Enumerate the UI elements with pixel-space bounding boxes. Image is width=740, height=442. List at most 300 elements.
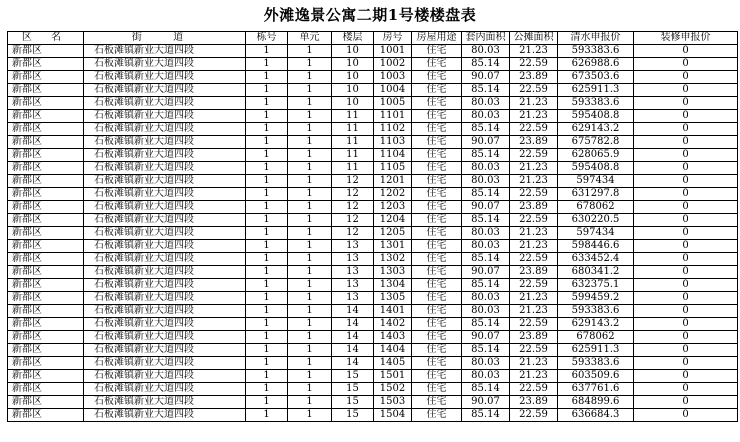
- cell-bare-price: 629143.2: [558, 123, 634, 136]
- cell-street: 石板滩镇新业大道四段: [84, 110, 246, 123]
- cell-district: 新都区: [8, 71, 84, 84]
- cell-usage: 住宅: [412, 136, 462, 149]
- table-row: [8, 292, 738, 305]
- housing-table: [7, 31, 738, 422]
- cell-district: 新都区: [8, 123, 84, 136]
- cell-shared-area: 23.89: [510, 396, 558, 409]
- cell-district: 新都区: [8, 201, 84, 214]
- cell-shared-area: 22.59: [510, 123, 558, 136]
- cell-street: 石板滩镇新业大道四段: [84, 318, 246, 331]
- cell-inner-area: 85.14: [462, 58, 510, 71]
- table-row: [8, 58, 738, 71]
- table-row: [8, 45, 738, 58]
- cell-shared-area: 22.59: [510, 344, 558, 357]
- cell-decorated-price: 0: [634, 123, 738, 136]
- cell-street: 石板滩镇新业大道四段: [84, 305, 246, 318]
- cell-building: 1: [246, 240, 288, 253]
- cell-street: 石板滩镇新业大道四段: [84, 409, 246, 422]
- cell-building: 1: [246, 45, 288, 58]
- cell-bare-price: 633452.4: [558, 253, 634, 266]
- cell-street: 石板滩镇新业大道四段: [84, 292, 246, 305]
- table-row: [8, 409, 738, 422]
- header-street: 街 道: [84, 32, 246, 45]
- table-row: [8, 97, 738, 110]
- cell-floor: 13: [332, 292, 374, 305]
- cell-bare-price: 684899.6: [558, 396, 634, 409]
- cell-floor: 10: [332, 71, 374, 84]
- cell-building: 1: [246, 149, 288, 162]
- cell-district: 新都区: [8, 97, 84, 110]
- cell-district: 新都区: [8, 409, 84, 422]
- cell-district: 新都区: [8, 175, 84, 188]
- cell-room: 1501: [374, 370, 412, 383]
- cell-room: 1305: [374, 292, 412, 305]
- table-row: [8, 71, 738, 84]
- cell-decorated-price: 0: [634, 149, 738, 162]
- table-row: [8, 84, 738, 97]
- cell-unit: 1: [288, 123, 332, 136]
- header-room: 房号: [374, 32, 412, 45]
- cell-bare-price: 673503.6: [558, 71, 634, 84]
- header-decorated-price: 装修申报价: [634, 32, 738, 45]
- cell-decorated-price: 0: [634, 383, 738, 396]
- cell-bare-price: 629143.2: [558, 318, 634, 331]
- cell-inner-area: 85.14: [462, 279, 510, 292]
- cell-room: 1003: [374, 71, 412, 84]
- cell-shared-area: 22.59: [510, 149, 558, 162]
- cell-unit: 1: [288, 84, 332, 97]
- cell-usage: 住宅: [412, 357, 462, 370]
- cell-floor: 12: [332, 227, 374, 240]
- cell-unit: 1: [288, 344, 332, 357]
- cell-usage: 住宅: [412, 344, 462, 357]
- cell-shared-area: 23.89: [510, 201, 558, 214]
- cell-building: 1: [246, 188, 288, 201]
- cell-building: 1: [246, 370, 288, 383]
- cell-decorated-price: 0: [634, 318, 738, 331]
- cell-room: 1104: [374, 149, 412, 162]
- cell-unit: 1: [288, 357, 332, 370]
- cell-building: 1: [246, 175, 288, 188]
- cell-shared-area: 21.23: [510, 357, 558, 370]
- cell-street: 石板滩镇新业大道四段: [84, 383, 246, 396]
- cell-floor: 14: [332, 331, 374, 344]
- cell-decorated-price: 0: [634, 45, 738, 58]
- cell-unit: 1: [288, 305, 332, 318]
- cell-district: 新都区: [8, 305, 84, 318]
- cell-shared-area: 23.89: [510, 331, 558, 344]
- cell-street: 石板滩镇新业大道四段: [84, 214, 246, 227]
- cell-building: 1: [246, 110, 288, 123]
- cell-bare-price: 597434: [558, 175, 634, 188]
- cell-decorated-price: 0: [634, 331, 738, 344]
- cell-decorated-price: 0: [634, 292, 738, 305]
- cell-bare-price: 603509.6: [558, 370, 634, 383]
- cell-street: 石板滩镇新业大道四段: [84, 123, 246, 136]
- cell-district: 新都区: [8, 214, 84, 227]
- cell-district: 新都区: [8, 84, 84, 97]
- cell-bare-price: 625911.3: [558, 344, 634, 357]
- cell-bare-price: 599459.2: [558, 292, 634, 305]
- cell-inner-area: 90.07: [462, 331, 510, 344]
- cell-bare-price: 628065.9: [558, 149, 634, 162]
- cell-usage: 住宅: [412, 227, 462, 240]
- cell-inner-area: 80.03: [462, 370, 510, 383]
- cell-usage: 住宅: [412, 240, 462, 253]
- cell-usage: 住宅: [412, 266, 462, 279]
- cell-floor: 13: [332, 253, 374, 266]
- cell-shared-area: 22.59: [510, 253, 558, 266]
- cell-room: 1102: [374, 123, 412, 136]
- cell-inner-area: 80.03: [462, 45, 510, 58]
- cell-building: 1: [246, 383, 288, 396]
- cell-room: 1302: [374, 253, 412, 266]
- cell-usage: 住宅: [412, 110, 462, 123]
- cell-building: 1: [246, 136, 288, 149]
- cell-building: 1: [246, 97, 288, 110]
- cell-decorated-price: 0: [634, 110, 738, 123]
- table-row: [8, 149, 738, 162]
- cell-room: 1301: [374, 240, 412, 253]
- cell-room: 1401: [374, 305, 412, 318]
- cell-usage: 住宅: [412, 279, 462, 292]
- cell-district: 新都区: [8, 266, 84, 279]
- cell-decorated-price: 0: [634, 396, 738, 409]
- cell-street: 石板滩镇新业大道四段: [84, 136, 246, 149]
- cell-street: 石板滩镇新业大道四段: [84, 240, 246, 253]
- cell-inner-area: 90.07: [462, 266, 510, 279]
- cell-district: 新都区: [8, 370, 84, 383]
- cell-district: 新都区: [8, 318, 84, 331]
- cell-building: 1: [246, 292, 288, 305]
- cell-room: 1303: [374, 266, 412, 279]
- cell-floor: 12: [332, 175, 374, 188]
- cell-floor: 11: [332, 110, 374, 123]
- cell-building: 1: [246, 396, 288, 409]
- cell-floor: 11: [332, 149, 374, 162]
- table-row: [8, 136, 738, 149]
- cell-decorated-price: 0: [634, 84, 738, 97]
- table-row: [8, 227, 738, 240]
- cell-district: 新都区: [8, 227, 84, 240]
- table-header-row: [8, 32, 738, 45]
- cell-floor: 14: [332, 357, 374, 370]
- cell-decorated-price: 0: [634, 357, 738, 370]
- cell-building: 1: [246, 409, 288, 422]
- cell-floor: 10: [332, 58, 374, 71]
- cell-inner-area: 85.14: [462, 84, 510, 97]
- cell-room: 1502: [374, 383, 412, 396]
- cell-floor: 10: [332, 84, 374, 97]
- cell-street: 石板滩镇新业大道四段: [84, 227, 246, 240]
- cell-decorated-price: 0: [634, 409, 738, 422]
- cell-inner-area: 85.14: [462, 253, 510, 266]
- cell-district: 新都区: [8, 383, 84, 396]
- cell-shared-area: 22.59: [510, 409, 558, 422]
- table-row: [8, 383, 738, 396]
- cell-building: 1: [246, 227, 288, 240]
- cell-floor: 14: [332, 344, 374, 357]
- cell-usage: 住宅: [412, 45, 462, 58]
- cell-building: 1: [246, 318, 288, 331]
- cell-shared-area: 23.89: [510, 266, 558, 279]
- cell-usage: 住宅: [412, 175, 462, 188]
- cell-unit: 1: [288, 188, 332, 201]
- cell-bare-price: 632375.1: [558, 279, 634, 292]
- cell-district: 新都区: [8, 357, 84, 370]
- cell-usage: 住宅: [412, 383, 462, 396]
- cell-building: 1: [246, 331, 288, 344]
- header-unit: 单元: [288, 32, 332, 45]
- cell-bare-price: 595408.8: [558, 162, 634, 175]
- cell-room: 1002: [374, 58, 412, 71]
- header-floor: 楼层: [332, 32, 374, 45]
- cell-street: 石板滩镇新业大道四段: [84, 344, 246, 357]
- cell-floor: 13: [332, 279, 374, 292]
- cell-shared-area: 22.59: [510, 58, 558, 71]
- cell-street: 石板滩镇新业大道四段: [84, 149, 246, 162]
- cell-bare-price: 595408.8: [558, 110, 634, 123]
- cell-room: 1204: [374, 214, 412, 227]
- cell-floor: 11: [332, 136, 374, 149]
- table-body: [8, 45, 738, 422]
- cell-decorated-price: 0: [634, 253, 738, 266]
- cell-district: 新都区: [8, 110, 84, 123]
- cell-usage: 住宅: [412, 396, 462, 409]
- cell-room: 1105: [374, 162, 412, 175]
- cell-bare-price: 598446.6: [558, 240, 634, 253]
- cell-unit: 1: [288, 370, 332, 383]
- cell-building: 1: [246, 253, 288, 266]
- cell-unit: 1: [288, 279, 332, 292]
- cell-street: 石板滩镇新业大道四段: [84, 84, 246, 97]
- cell-bare-price: 626988.6: [558, 58, 634, 71]
- cell-shared-area: 22.59: [510, 188, 558, 201]
- cell-street: 石板滩镇新业大道四段: [84, 357, 246, 370]
- cell-building: 1: [246, 357, 288, 370]
- cell-district: 新都区: [8, 136, 84, 149]
- cell-floor: 15: [332, 409, 374, 422]
- cell-shared-area: 21.23: [510, 97, 558, 110]
- cell-inner-area: 80.03: [462, 97, 510, 110]
- cell-usage: 住宅: [412, 409, 462, 422]
- cell-decorated-price: 0: [634, 71, 738, 84]
- cell-street: 石板滩镇新业大道四段: [84, 253, 246, 266]
- cell-shared-area: 22.59: [510, 318, 558, 331]
- cell-inner-area: 85.14: [462, 318, 510, 331]
- cell-shared-area: 21.23: [510, 45, 558, 58]
- cell-building: 1: [246, 279, 288, 292]
- cell-inner-area: 80.03: [462, 175, 510, 188]
- cell-usage: 住宅: [412, 370, 462, 383]
- cell-unit: 1: [288, 227, 332, 240]
- table-row: [8, 188, 738, 201]
- cell-unit: 1: [288, 292, 332, 305]
- cell-inner-area: 85.14: [462, 123, 510, 136]
- cell-room: 1503: [374, 396, 412, 409]
- cell-inner-area: 85.14: [462, 214, 510, 227]
- cell-bare-price: 593383.6: [558, 45, 634, 58]
- table-row: [8, 266, 738, 279]
- cell-district: 新都区: [8, 292, 84, 305]
- cell-bare-price: 636684.3: [558, 409, 634, 422]
- cell-usage: 住宅: [412, 71, 462, 84]
- table-row: [8, 201, 738, 214]
- cell-usage: 住宅: [412, 97, 462, 110]
- cell-unit: 1: [288, 253, 332, 266]
- cell-district: 新都区: [8, 344, 84, 357]
- cell-inner-area: 85.14: [462, 409, 510, 422]
- header-shared-area: 公摊面积: [510, 32, 558, 45]
- table-row: [8, 318, 738, 331]
- header-inner-area: 套内面积: [462, 32, 510, 45]
- cell-decorated-price: 0: [634, 370, 738, 383]
- cell-district: 新都区: [8, 162, 84, 175]
- table-row: [8, 110, 738, 123]
- cell-inner-area: 90.07: [462, 201, 510, 214]
- cell-usage: 住宅: [412, 201, 462, 214]
- cell-unit: 1: [288, 266, 332, 279]
- cell-inner-area: 80.03: [462, 110, 510, 123]
- cell-district: 新都区: [8, 58, 84, 71]
- cell-unit: 1: [288, 136, 332, 149]
- cell-street: 石板滩镇新业大道四段: [84, 58, 246, 71]
- cell-room: 1205: [374, 227, 412, 240]
- cell-decorated-price: 0: [634, 201, 738, 214]
- cell-street: 石板滩镇新业大道四段: [84, 188, 246, 201]
- cell-inner-area: 90.07: [462, 136, 510, 149]
- cell-usage: 住宅: [412, 305, 462, 318]
- cell-bare-price: 675782.8: [558, 136, 634, 149]
- cell-shared-area: 23.89: [510, 136, 558, 149]
- cell-decorated-price: 0: [634, 136, 738, 149]
- cell-decorated-price: 0: [634, 214, 738, 227]
- cell-street: 石板滩镇新业大道四段: [84, 266, 246, 279]
- cell-floor: 12: [332, 214, 374, 227]
- cell-floor: 13: [332, 266, 374, 279]
- table-row: [8, 370, 738, 383]
- cell-street: 石板滩镇新业大道四段: [84, 331, 246, 344]
- cell-usage: 住宅: [412, 123, 462, 136]
- cell-inner-area: 85.14: [462, 188, 510, 201]
- cell-unit: 1: [288, 240, 332, 253]
- cell-room: 1403: [374, 331, 412, 344]
- cell-room: 1402: [374, 318, 412, 331]
- cell-street: 石板滩镇新业大道四段: [84, 201, 246, 214]
- cell-usage: 住宅: [412, 318, 462, 331]
- cell-bare-price: 593383.6: [558, 305, 634, 318]
- cell-inner-area: 90.07: [462, 396, 510, 409]
- cell-room: 1103: [374, 136, 412, 149]
- cell-unit: 1: [288, 162, 332, 175]
- cell-floor: 15: [332, 383, 374, 396]
- cell-street: 石板滩镇新业大道四段: [84, 370, 246, 383]
- cell-decorated-price: 0: [634, 279, 738, 292]
- cell-floor: 11: [332, 162, 374, 175]
- cell-room: 1201: [374, 175, 412, 188]
- cell-usage: 住宅: [412, 188, 462, 201]
- table-row: [8, 396, 738, 409]
- cell-decorated-price: 0: [634, 175, 738, 188]
- cell-usage: 住宅: [412, 253, 462, 266]
- cell-unit: 1: [288, 71, 332, 84]
- cell-district: 新都区: [8, 240, 84, 253]
- cell-district: 新都区: [8, 396, 84, 409]
- cell-floor: 15: [332, 396, 374, 409]
- cell-usage: 住宅: [412, 292, 462, 305]
- cell-street: 石板滩镇新业大道四段: [84, 279, 246, 292]
- cell-shared-area: 21.23: [510, 227, 558, 240]
- cell-decorated-price: 0: [634, 344, 738, 357]
- cell-bare-price: 593383.6: [558, 97, 634, 110]
- cell-bare-price: 678062: [558, 201, 634, 214]
- cell-shared-area: 23.89: [510, 71, 558, 84]
- page-title: 外滩逸景公寓二期1号楼楼盘表: [263, 6, 477, 24]
- cell-inner-area: 80.03: [462, 162, 510, 175]
- cell-inner-area: 80.03: [462, 227, 510, 240]
- cell-room: 1504: [374, 409, 412, 422]
- cell-room: 1101: [374, 110, 412, 123]
- cell-shared-area: 22.59: [510, 383, 558, 396]
- cell-bare-price: 630220.5: [558, 214, 634, 227]
- table-row: [8, 344, 738, 357]
- cell-shared-area: 22.59: [510, 214, 558, 227]
- cell-floor: 14: [332, 305, 374, 318]
- cell-shared-area: 21.23: [510, 175, 558, 188]
- cell-district: 新都区: [8, 279, 84, 292]
- table-row: [8, 331, 738, 344]
- cell-bare-price: 625911.3: [558, 84, 634, 97]
- cell-bare-price: 631297.8: [558, 188, 634, 201]
- cell-decorated-price: 0: [634, 188, 738, 201]
- cell-inner-area: 90.07: [462, 71, 510, 84]
- cell-decorated-price: 0: [634, 305, 738, 318]
- cell-building: 1: [246, 214, 288, 227]
- cell-street: 石板滩镇新业大道四段: [84, 162, 246, 175]
- cell-decorated-price: 0: [634, 162, 738, 175]
- cell-street: 石板滩镇新业大道四段: [84, 175, 246, 188]
- cell-district: 新都区: [8, 45, 84, 58]
- cell-unit: 1: [288, 383, 332, 396]
- header-bare-price: 清水申报价: [558, 32, 634, 45]
- cell-unit: 1: [288, 318, 332, 331]
- cell-shared-area: 21.23: [510, 240, 558, 253]
- table-row: [8, 253, 738, 266]
- cell-floor: 10: [332, 45, 374, 58]
- cell-bare-price: 597434: [558, 227, 634, 240]
- cell-shared-area: 22.59: [510, 84, 558, 97]
- cell-unit: 1: [288, 110, 332, 123]
- cell-building: 1: [246, 344, 288, 357]
- cell-decorated-price: 0: [634, 227, 738, 240]
- table-row: [8, 214, 738, 227]
- cell-decorated-price: 0: [634, 240, 738, 253]
- cell-bare-price: 680341.2: [558, 266, 634, 279]
- cell-unit: 1: [288, 58, 332, 71]
- cell-street: 石板滩镇新业大道四段: [84, 396, 246, 409]
- cell-unit: 1: [288, 201, 332, 214]
- cell-building: 1: [246, 266, 288, 279]
- cell-unit: 1: [288, 409, 332, 422]
- cell-usage: 住宅: [412, 149, 462, 162]
- cell-shared-area: 21.23: [510, 162, 558, 175]
- cell-unit: 1: [288, 396, 332, 409]
- cell-room: 1004: [374, 84, 412, 97]
- table-row: [8, 279, 738, 292]
- cell-building: 1: [246, 123, 288, 136]
- cell-floor: 12: [332, 201, 374, 214]
- cell-inner-area: 85.14: [462, 383, 510, 396]
